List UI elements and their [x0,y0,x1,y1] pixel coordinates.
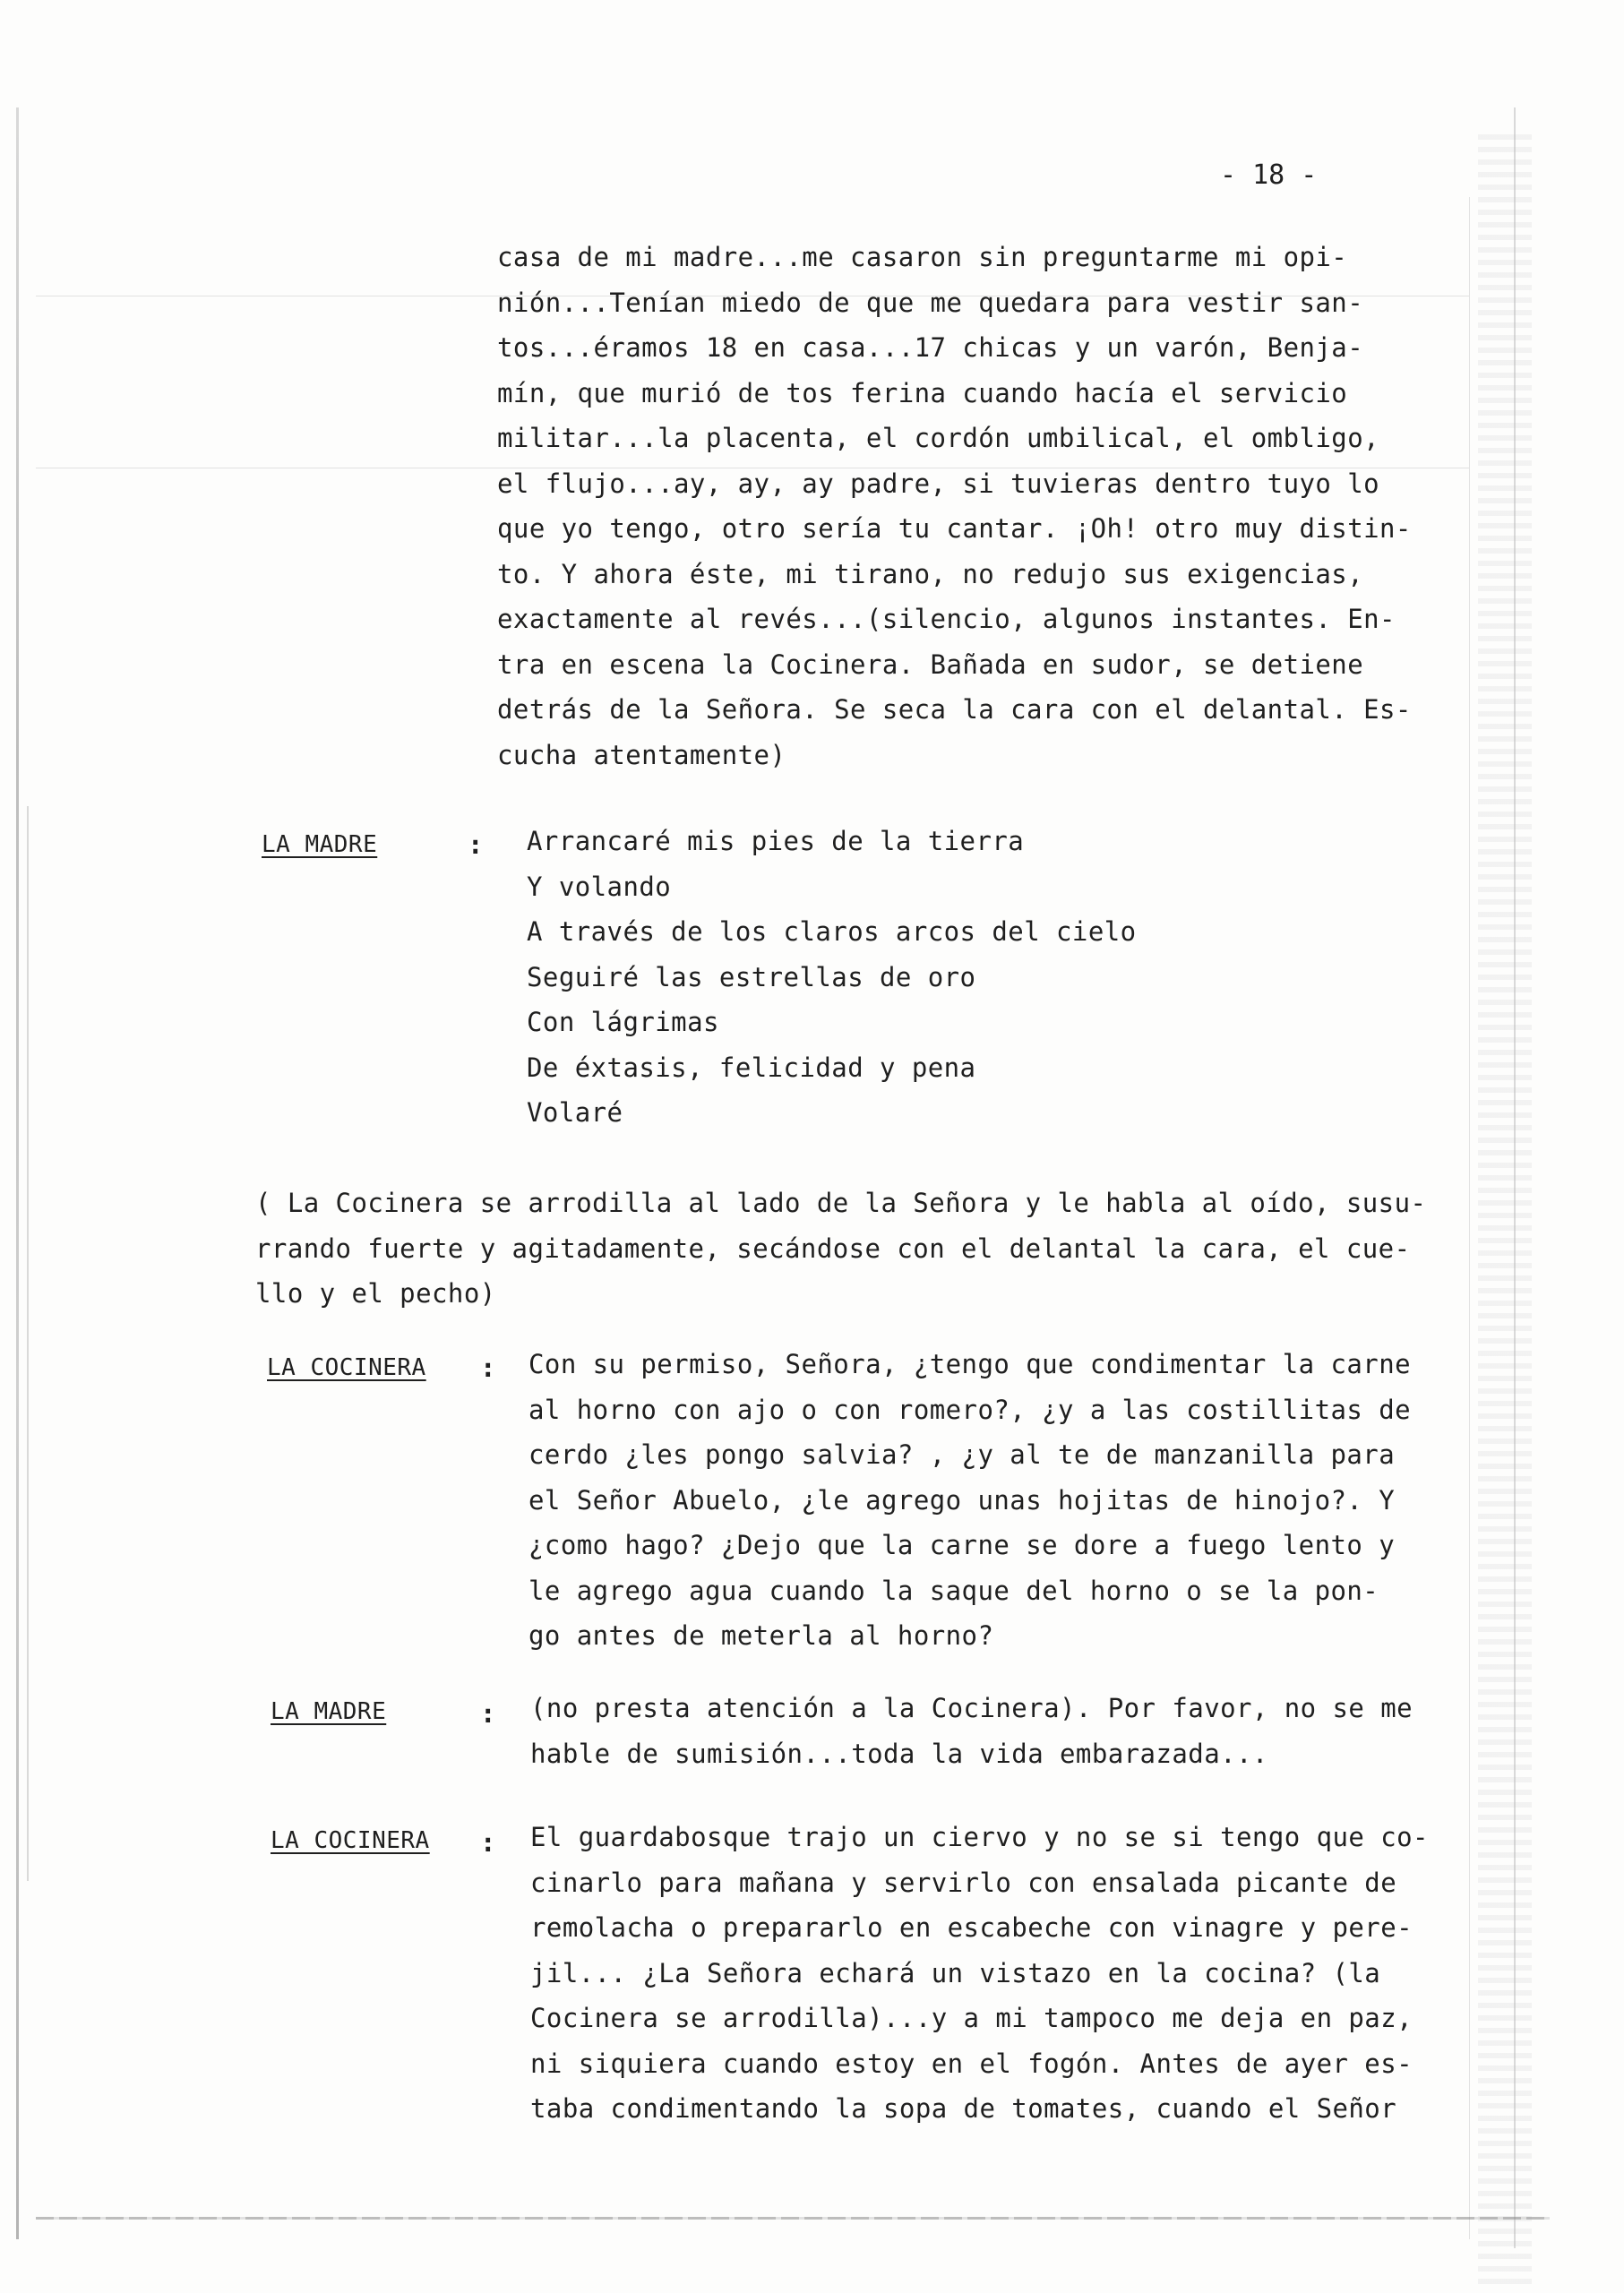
page-number: - 18 - [1220,159,1318,191]
dialogue-line: al horno con ajo o con romero?, ¿y a las costillitas de [528,1394,1412,1425]
dialogue-line: cinarlo para mañana y servirlo con ensalada picante de [530,1867,1397,1898]
binding-edge-shadow [27,806,29,1881]
dialogue-line: jil... ¿La Señora echará un vistazo en la cocina? (la [530,1957,1381,1988]
verse-line: Arrancaré mis pies de la tierra [527,826,1025,856]
speaker-colon: : [480,1827,496,1858]
dialogue-line: go antes de meterla al horno? [528,1620,994,1651]
text-line: nión...Tenían miedo de que me quedara para vestir san- [497,287,1364,318]
verse-line: Volaré [527,1097,623,1128]
speaker-colon: : [480,1353,496,1383]
scan-bottom-edge [36,2217,1550,2220]
dialogue-block [528,1342,1411,1659]
scan-edge-line [1514,107,1516,2248]
text-line: exactamente al revés...(silencio, algunos instantes. En- [497,604,1396,634]
verse-line: A través de los claros arcos del cielo [527,916,1137,947]
verse-line: Seguiré las estrellas de oro [527,961,976,992]
scan-edge-noise [1478,134,1532,2284]
verse-line: Y volando [527,871,672,902]
binding-edge [16,107,19,2239]
text-line: rrando fuerte y agitadamente, secándose con el delantal la cara, el cue- [255,1232,1411,1264]
dialogue-line: Con su permiso, Señora, ¿tengo que condimentar la carne [528,1349,1412,1379]
verse-line: Con lágrimas [527,1007,719,1037]
dialogue-line: ni siquiera cuando estoy en el fogón. Antes de ayer es- [530,2048,1413,2079]
dialogue-line: Cocinera se arrodilla)...y a mi tampoco me deja en paz, [530,2003,1413,2033]
scan-edge-line-inner [1469,197,1470,2239]
dialogue-line: el Señor Abuelo, ¿le agrego unas hojitas de hinojo?. Y [528,1484,1396,1516]
verse-line: De éxtasis, felicidad y pena [527,1052,976,1083]
text-line: tra en escena la Cocinera. Bañada en sudor, se detiene [497,648,1364,680]
text-line: mín, que murió de tos ferina cuando hacía el servicio [497,377,1348,408]
text-line: tos...éramos 18 en casa...17 chicas y un varón, Benja- [497,332,1364,363]
text-line: el flujo...ay, ay, ay padre, si tuvieras dentro tuyo lo [497,468,1380,499]
text-line: casa de mi madre...me casaron sin preguntarme mi opi- [497,242,1348,272]
text-line: llo y el pecho) [255,1278,496,1309]
intro-paragraph [497,235,1412,777]
text-line: cucha atentamente) [497,739,786,770]
speaker-label: LA COCINERA [271,1827,430,1854]
dialogue-line: ¿como hago? ¿Dejo que la carne se dore a fuego lento y [528,1530,1396,1560]
dialogue-line: hable de sumisión...toda la vida embarazada... [530,1738,1268,1769]
text-line: ( La Cocinera se arrodilla al lado de la Señora y le habla al oído, susu- [255,1188,1427,1218]
stage-direction [255,1181,1426,1317]
song-verse [527,819,1137,1136]
dialogue-line: le agrego agua cuando la saque del horno o se la pon- [528,1575,1379,1606]
dialogue-line: El guardabosque trajo un ciervo y no se si tengo que co- [530,1822,1429,1852]
dialogue-line: cerdo ¿les pongo salvia? , ¿y al te de manzanilla para [528,1439,1396,1470]
dialogue-line: remolacha o prepararlo en escabeche con vinagre y pere- [530,1912,1413,1943]
dialogue-block [530,1686,1413,1776]
text-line: to. Y ahora éste, mi tirano, no redujo sus exigencias, [497,558,1364,589]
text-line: detrás de la Señora. Se seca la cara con el delantal. Es- [497,694,1412,725]
dialogue-block [530,1815,1429,2132]
dialogue-line: (no presta atención a la Cocinera). Por favor, no se me [530,1693,1413,1723]
speaker-label: LA COCINERA [267,1354,426,1381]
speaker-label: LA MADRE [271,1698,387,1725]
dialogue-line: taba condimentando la sopa de tomates, cuando el Señor [530,2093,1397,2124]
text-line: militar...la placenta, el cordón umbilical, el ombligo, [497,423,1380,453]
text-line: que yo tengo, otro sería tu cantar. ¡Oh! otro muy distin- [497,513,1412,544]
speaker-label: LA MADRE [262,831,378,858]
speaker-colon: : [468,829,484,860]
speaker-colon: : [480,1698,496,1729]
